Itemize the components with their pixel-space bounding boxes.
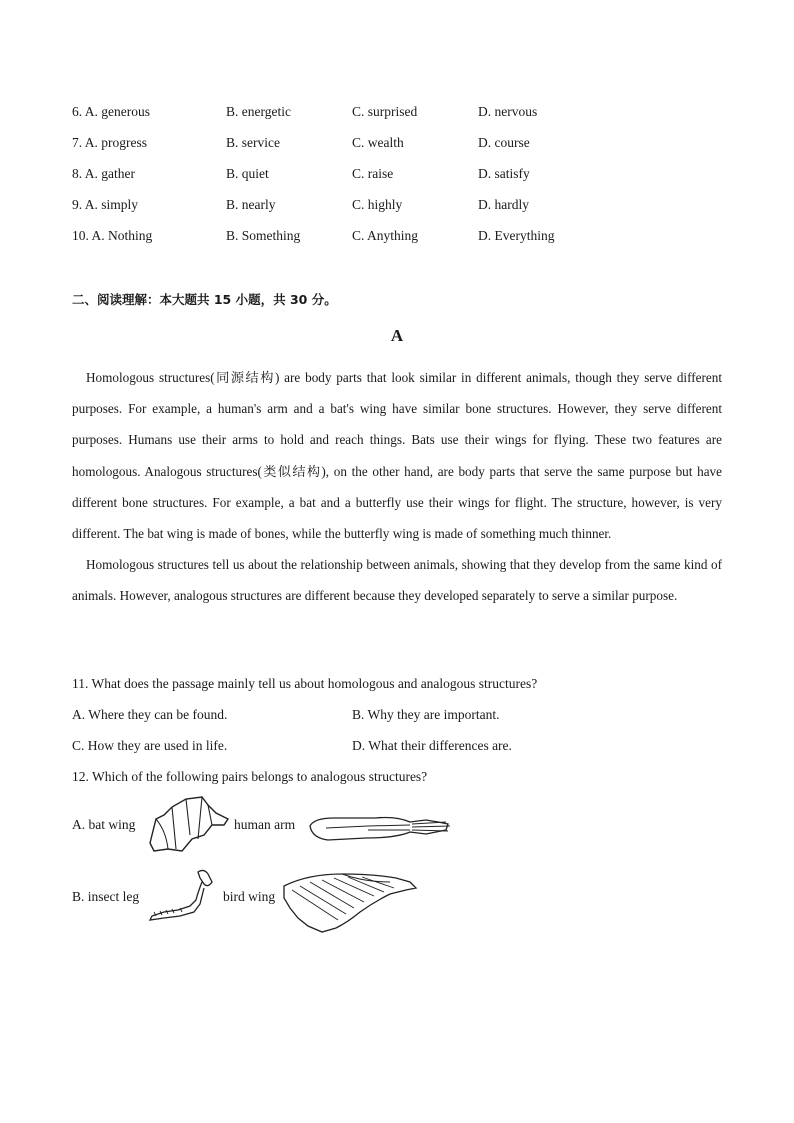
- option-b: B. quiet: [226, 166, 269, 181]
- question-row-9: [72, 197, 732, 217]
- passage-paragraph-1: Homologous structures(同源结构) are body parts that look similar in different animals, though they serve different purposes. For example, a human's arm and a bat's wing have similar bone structures. However, they serve different purposes. Humans use their arms to hold and reach things. Bats use their wings for flying. These two features are homologous. Analogous structures(类似结构), on the other hand, are body parts that serve the same purpose but have different bone structures. For example, a bat and a butterfly use their wings for flight. The structure, however, is very different. The bat wing is made of bones, while the butterfly wing is made of something much thinner.: [72, 370, 722, 542]
- option-d: D. satisfy: [478, 166, 530, 181]
- question-row-7: [72, 135, 732, 155]
- q11-option-b: B. Why they are important.: [352, 707, 500, 722]
- option-a: 10. A. Nothing: [72, 228, 153, 243]
- insect-leg-image: [146, 866, 222, 924]
- section-heading: 二、阅读理解：本大题共 15 小题，共 30 分。: [72, 292, 337, 307]
- option-d: D. nervous: [478, 104, 538, 119]
- option-b: B. Something: [226, 228, 301, 243]
- passage-title: A: [390, 326, 404, 345]
- question-row-8: [72, 166, 732, 186]
- reading-passage: [72, 362, 722, 612]
- question-12-stem: 12. Which of the following pairs belongs to analogous structures?: [72, 769, 428, 784]
- option-c: C. highly: [352, 197, 403, 212]
- q11-option-c: C. How they are used in life.: [72, 738, 228, 753]
- human-arm-image: [306, 812, 454, 844]
- option-d: D. course: [478, 135, 530, 150]
- q12-option-a-label-2: human arm: [234, 817, 296, 832]
- bird-wing-image: [278, 868, 420, 936]
- question-row-10: [72, 228, 732, 248]
- option-a: 6. A. generous: [72, 104, 150, 119]
- bat-wing-image: [146, 795, 232, 855]
- question-row-6: [72, 104, 732, 124]
- option-a: 7. A. progress: [72, 135, 148, 150]
- option-c: C. wealth: [352, 135, 404, 150]
- option-b: B. energetic: [226, 104, 291, 119]
- option-c: C. raise: [352, 166, 394, 181]
- option-b: B. service: [226, 135, 280, 150]
- option-d: D. Everything: [478, 228, 555, 243]
- q11-option-a: A. Where they can be found.: [72, 707, 228, 722]
- q12-option-a-label-1: A. bat wing: [72, 817, 136, 832]
- option-c: C. surprised: [352, 104, 418, 119]
- option-b: B. nearly: [226, 197, 276, 212]
- option-c: C. Anything: [352, 228, 419, 243]
- q12-option-b-label-1: B. insect leg: [72, 889, 140, 904]
- question-11-stem: 11. What does the passage mainly tell us about homologous and analogous structures?: [72, 676, 538, 691]
- q11-option-d: D. What their differences are.: [352, 738, 512, 753]
- passage-paragraph-2: Homologous structures tell us about the relationship between animals, showing that they develop from the same kind of animals. However, analogous structures are different because they developed separately to serve a similar purpose.: [72, 557, 722, 604]
- option-a: 8. A. gather: [72, 166, 135, 181]
- q12-option-b-label-2: bird wing: [223, 889, 276, 904]
- option-a: 9. A. simply: [72, 197, 139, 212]
- option-d: D. hardly: [478, 197, 529, 212]
